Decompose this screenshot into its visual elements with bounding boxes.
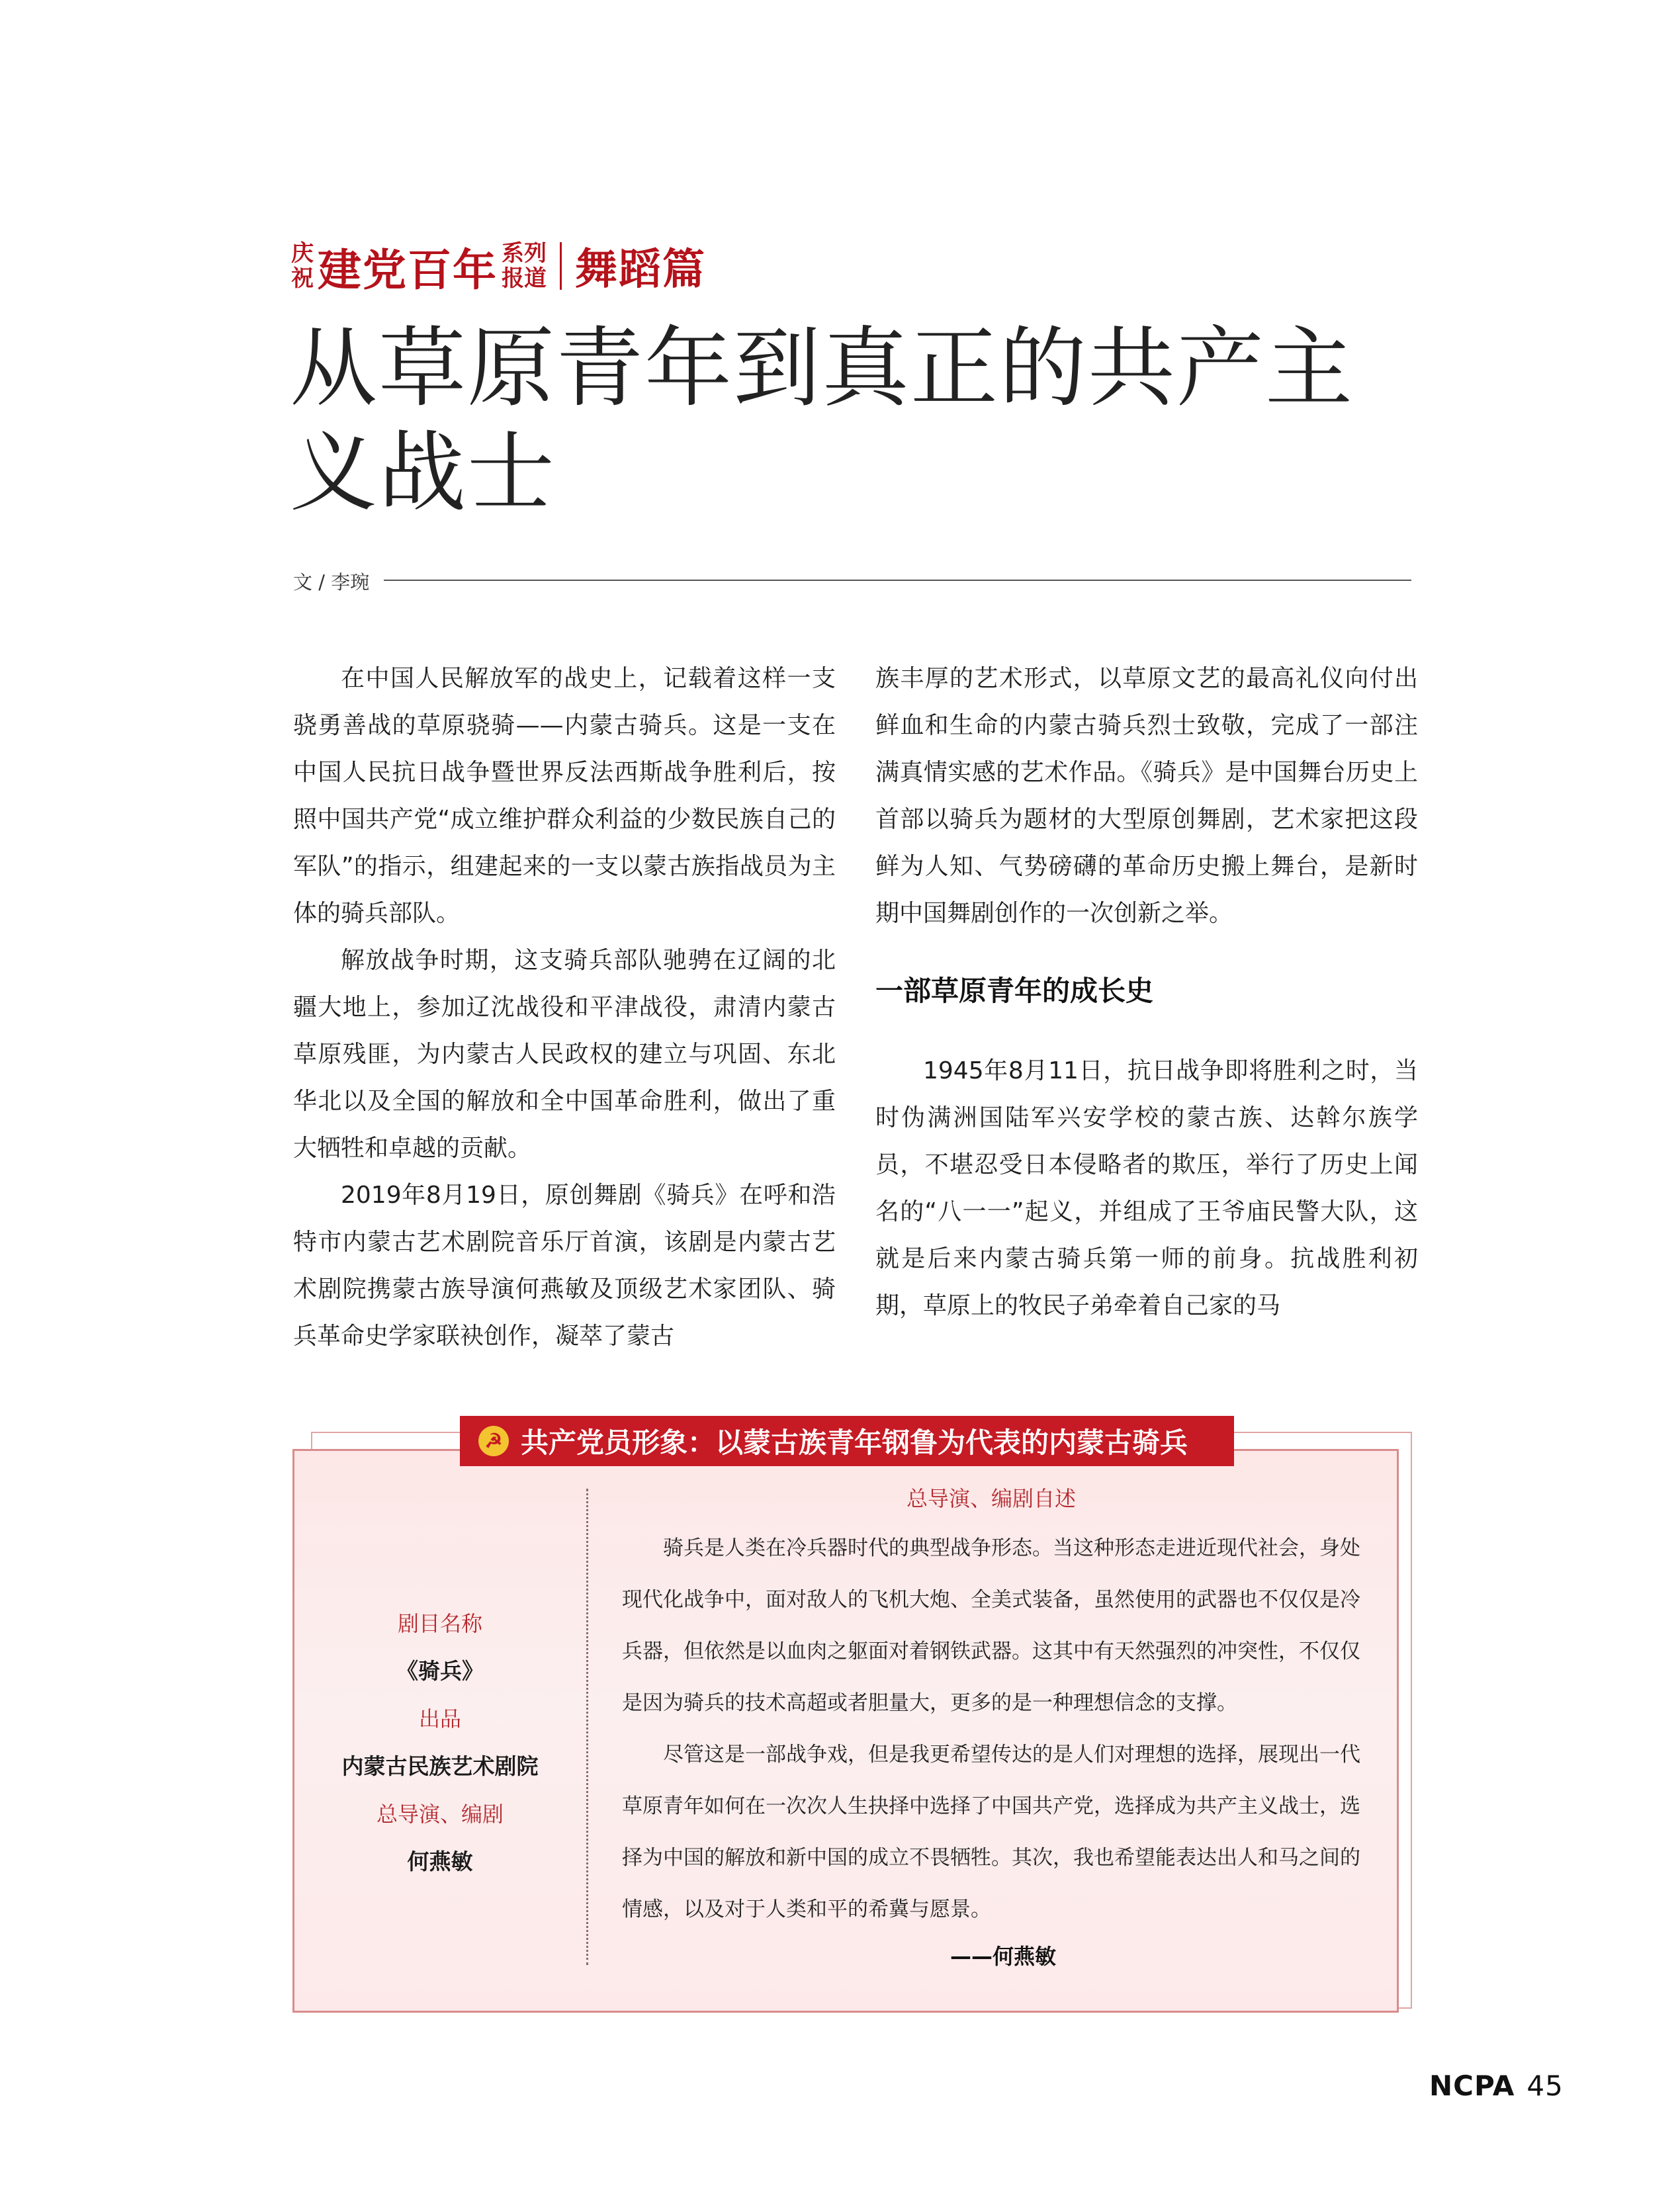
body-paragraph: 2019年8月19日，原创舞剧《骑兵》在呼和浩特市内蒙古艺术剧院音乐厅首演，该剧是内蒙古艺术剧院携蒙古族导演何燕敏及顶级艺术家团队、骑兵革命史学家联袂创作，凝萃了蒙古	[293, 1182, 836, 1350]
folio-brand: NCPA	[1429, 2070, 1515, 2102]
label-producer: 出品	[418, 1706, 461, 1731]
series-prefix-bottom: 祝	[291, 265, 314, 292]
sidebar-divider	[586, 1489, 588, 1965]
page-number: 45	[1526, 2070, 1564, 2102]
series-suffix	[502, 241, 547, 291]
statement-paragraph: 尽管这是一部战争戏，但是我更希望传达的是人们对理想的选择，展现出一代草原青年如何在一次次人生抉择中选择了中国共产党，选择成为共产主义战士，选择为中国的解放和新中国的成立不畏牺牲。其次，我也希望能表达出人和马之间的情感，以及对于人类和平的希冀与愿景。	[622, 1743, 1360, 1921]
series-prefix	[291, 241, 314, 291]
page-folio	[1429, 2070, 1564, 2102]
sidebar-banner-text: 共产党员形象：以蒙古族青年钢鲁为代表的内蒙古骑兵	[521, 1426, 1188, 1459]
producer: 内蒙古民族艺术剧院	[341, 1753, 539, 1779]
body-column-2	[875, 655, 1418, 1329]
production-name: 《骑兵》	[396, 1658, 484, 1684]
body-paragraph: 在中国人民解放军的战史上，记载着这样一支骁勇善战的草原骁骑——内蒙古骑兵。这是一支在中国人民抗日战争暨世界反法西斯战争胜利后，按照中国共产党“成立维护群众利益的少数民族自己的军队”的指示，组建起来的一支以蒙古族指战员为主体的骑兵部队。	[293, 665, 836, 927]
party-emblem-icon: ☭	[478, 1426, 509, 1456]
series-header	[291, 236, 706, 296]
statement-heading: 总导演、编剧自述	[906, 1486, 1076, 1511]
section-subheading: 一部草原青年的成长史	[875, 975, 1154, 1007]
series-main: 建党百年	[318, 243, 498, 296]
sidebar-banner	[460, 1416, 1234, 1466]
production-info	[294, 1600, 586, 1886]
director: 何燕敏	[407, 1849, 473, 1874]
article-title: 从草原青年到真正的共产主义战士	[290, 318, 1354, 524]
body-paragraph: 1945年8月11日，抗日战争即将胜利之时，当时伪满洲国陆军兴安学校的蒙古族、达斡尔族学员，不堪忍受日本侵略者的欺压，举行了历史上闻名的“八一一”起义，并组成了王爷庙民警大队，这就是后来内蒙古骑兵第一师的前身。抗战胜利初期，草原上的牧民子弟牵着自己家的马	[875, 1057, 1418, 1319]
statement-paragraph: 骑兵是人类在冷兵器时代的典型战争形态。当这种形态走进近现代社会，身处现代化战争中，面对敌人的飞机大炮、全美式装备，虽然使用的武器也不仅仅是冷兵器，但依然是以血肉之躯面对着钢铁武器。这其中有天然强烈的冲突性，不仅仅是因为骑兵的技术高超或者胆量大，更多的是一种理想信念的支撑。	[622, 1536, 1360, 1715]
series-suffix-bottom: 报道	[502, 265, 547, 292]
body-paragraph: 解放战争时期，这支骑兵部队驰骋在辽阔的北疆大地上，参加辽沈战役和平津战役，肃清内蒙古草原残匪，为内蒙古人民政权的建立与巩固、东北华北以及全国的解放和全中国革命胜利，做出了重大牺牲和卓越的贡献。	[293, 947, 836, 1162]
byline-rule	[384, 580, 1411, 581]
series-suffix-top: 系列	[502, 240, 547, 267]
label-production-name: 剧目名称	[397, 1611, 482, 1636]
statement-signature: ——何燕敏	[950, 1944, 1056, 1969]
label-director: 总导演、编剧	[376, 1802, 504, 1827]
body-column-1	[293, 655, 836, 1360]
body-paragraph-continued: 族丰厚的艺术形式，以草原文艺的最高礼仪向付出鲜血和生命的内蒙古骑兵烈士致敬，完成了一部注满真情实感的艺术作品。《骑兵》是中国舞台历史上首部以骑兵为题材的大型原创舞剧，艺术家把这段鲜为人知、气势磅礴的革命历史搬上舞台，是新时期中国舞剧创作的一次创新之举。	[875, 665, 1418, 927]
series-separator	[560, 242, 562, 290]
series-prefix-top: 庆	[291, 240, 314, 267]
byline: 文 / 李琬	[293, 571, 370, 593]
director-statement	[622, 1479, 1360, 1978]
series-section: 舞蹈篇	[575, 245, 706, 294]
